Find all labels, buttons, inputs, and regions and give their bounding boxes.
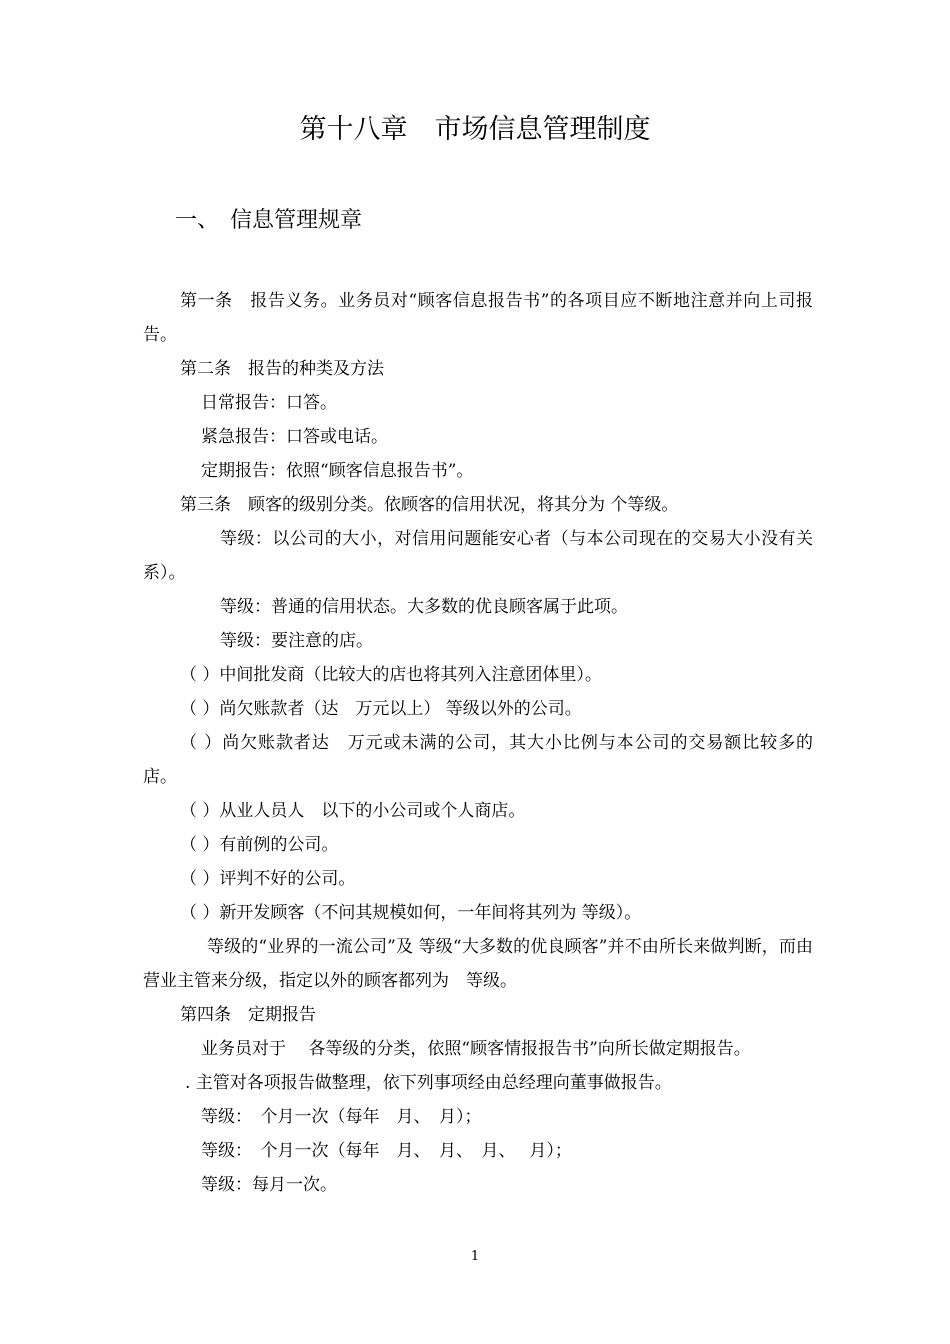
paragraph-periodic-report: 定期报告：依照“顾客信息报告书”。 bbox=[201, 461, 474, 481]
paragraph-salesperson-report: 业务员对于 各等级的分类，依照“顾客情报报告书”向所长做定期报告。 bbox=[201, 1039, 751, 1059]
list-item-2: （ ）尚欠账款者（达 万元以上） 等级以外的公司。 bbox=[180, 699, 582, 719]
paragraph-schedule-3: 等级：每月一次。 bbox=[201, 1175, 337, 1195]
list-item-1: （ ）中间批发商（比较大的店也将其列入注意团体里）。 bbox=[180, 665, 602, 685]
paragraph-schedule-1: 等级： 个月一次（每年 月、 月）； bbox=[201, 1107, 482, 1127]
paragraph-grade-a: 等级：以公司的大小，对信用问题能安心者（与本公司现在的交易大小没有关系）。 bbox=[143, 529, 813, 583]
paragraph-schedule-2: 等级： 个月一次（每年 月、 月、 月、 月）； bbox=[201, 1141, 572, 1161]
paragraph-grade-b: 等级：普通的信用状态。大多数的优良顾客属于此项。 bbox=[220, 597, 628, 617]
paragraph-article-4: 第四条 定期报告 bbox=[180, 1005, 316, 1025]
list-item-6: （ ）评判不好的公司。 bbox=[180, 869, 356, 889]
page-number: 1 bbox=[470, 1249, 480, 1264]
paragraph-urgent-report: 紧急报告：口答或电话。 bbox=[201, 427, 388, 447]
paragraph-article-1: 第一条 报告义务。业务员对“顾客信息报告书”的各项目应不断地注意并向上司报告。 bbox=[143, 291, 813, 345]
paragraph-grade-c: 等级：要注意的店。 bbox=[220, 631, 373, 651]
paragraph-article-2: 第二条 报告的种类及方法 bbox=[180, 359, 384, 379]
paragraph-article-3: 第三条 顾客的级别分类。依顾客的信用状况，将其分为 个等级。 bbox=[180, 495, 679, 515]
page-title: 第十八章 市场信息管理制度 bbox=[299, 114, 651, 145]
paragraph-grade-note: 等级的“业界的一流公司”及 等级“大多数的优良顾客”并不由所长来做判断，而由营业主管来分级，指定以外的顾客都列为 等级。 bbox=[143, 937, 813, 991]
document-body bbox=[143, 284, 813, 1202]
list-item-5: （ ）有前例的公司。 bbox=[180, 835, 339, 855]
section-heading: 一、 信息管理规章 bbox=[175, 208, 363, 233]
paragraph-supervisor-report: . 主管对各项报告做整理，依下列事项经由总经理向董事做报告。 bbox=[185, 1073, 672, 1093]
list-item-7: （ ）新开发顾客（不问其规模如何，一年间将其列为 等级）。 bbox=[180, 903, 642, 923]
list-item-3: （ ）尚欠账款者达 万元或未满的公司，其大小比例与本公司的交易额比较多的店。 bbox=[143, 733, 813, 787]
paragraph-daily-report: 日常报告：口答。 bbox=[201, 393, 337, 413]
list-item-4: （ ）从业人员人 以下的小公司或个人商店。 bbox=[180, 801, 526, 821]
